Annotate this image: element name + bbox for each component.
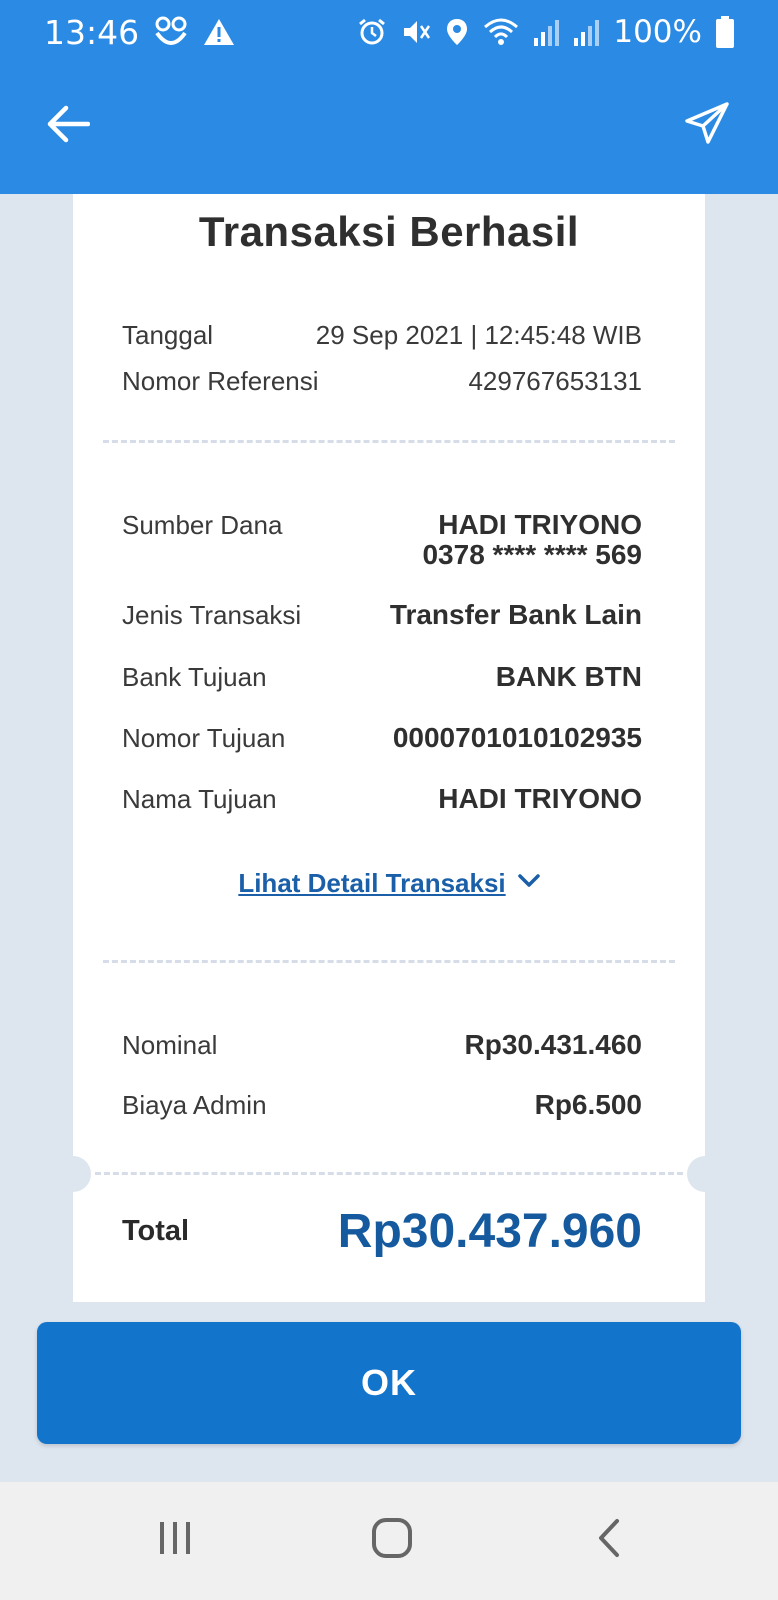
reference-label: Nomor Referensi	[122, 366, 319, 396]
detail-transaction-link[interactable]	[73, 868, 705, 899]
system-nav-bar	[0, 1482, 778, 1600]
receipt-card	[73, 194, 705, 1302]
bank-row	[122, 662, 642, 693]
home-icon	[370, 1516, 414, 1565]
bank-label: Bank Tujuan	[122, 662, 267, 692]
app-bar	[0, 64, 778, 194]
total-value: Rp30.437.960	[337, 1205, 642, 1258]
battery-icon	[716, 16, 734, 48]
dest-number-value: 0000701010102935	[392, 722, 642, 753]
total-row	[122, 1204, 642, 1259]
location-icon	[445, 17, 469, 47]
date-value: 29 Sep 2021 | 12:45:48 WIB	[315, 320, 642, 350]
reference-row	[122, 366, 642, 397]
type-value: Transfer Bank Lain	[389, 599, 642, 630]
divider	[95, 1172, 683, 1175]
home-button[interactable]	[362, 1510, 422, 1570]
nominal-label: Nominal	[122, 1030, 218, 1060]
divider	[103, 960, 675, 963]
bank-value: BANK BTN	[495, 661, 642, 692]
source-label: Sumber Dana	[122, 510, 283, 540]
total-label: Total	[122, 1215, 190, 1247]
detail-link-label[interactable]: Lihat Detail Transaksi	[238, 868, 506, 898]
dest-name-value: HADI TRIYONO	[438, 783, 642, 814]
ok-button-label[interactable]: OK	[361, 1362, 417, 1403]
ticket-notch-right	[687, 1156, 723, 1192]
nominal-value: Rp30.431.460	[464, 1029, 642, 1060]
chevron-down-icon[interactable]	[518, 874, 540, 893]
family-link-icon	[153, 15, 189, 49]
recents-button[interactable]	[145, 1510, 205, 1570]
reference-value: 429767653131	[468, 366, 642, 396]
divider	[103, 440, 675, 443]
admin-fee-value: Rp6.500	[534, 1089, 642, 1120]
recents-icon	[155, 1518, 195, 1563]
signal-icon	[533, 18, 559, 46]
status-bar	[0, 0, 778, 64]
back-button[interactable]	[44, 102, 92, 150]
date-row	[122, 320, 642, 351]
system-back-button[interactable]	[580, 1510, 640, 1570]
warning-icon	[203, 17, 235, 47]
mute-icon	[401, 17, 431, 47]
source-row	[122, 510, 642, 570]
back-chevron-icon	[595, 1518, 625, 1563]
arrow-left-icon	[46, 104, 90, 149]
dest-name-label: Nama Tujuan	[122, 784, 277, 814]
type-label: Jenis Transaksi	[122, 600, 302, 630]
source-account: 0378 **** **** 569	[422, 539, 642, 570]
wifi-icon	[483, 17, 519, 47]
dest-number-label: Nomor Tujuan	[122, 723, 286, 753]
status-time: 13:46	[44, 12, 140, 52]
nominal-row	[122, 1030, 642, 1061]
send-icon	[684, 101, 730, 150]
ticket-notch-left	[55, 1156, 91, 1192]
dest-name-row	[122, 784, 642, 815]
date-label: Tanggal	[122, 320, 214, 350]
source-name: HADI TRIYONO	[438, 509, 642, 540]
dest-number-row	[122, 723, 642, 754]
receipt-title: Transaksi Berhasil	[198, 208, 580, 255]
admin-fee-row	[122, 1090, 642, 1121]
signal-icon	[573, 18, 599, 46]
share-button[interactable]	[682, 100, 732, 150]
alarm-icon	[357, 17, 387, 47]
ok-button[interactable]	[37, 1322, 741, 1444]
type-row	[122, 600, 642, 631]
battery-percent: 100%	[613, 14, 702, 50]
admin-fee-label: Biaya Admin	[122, 1090, 267, 1120]
